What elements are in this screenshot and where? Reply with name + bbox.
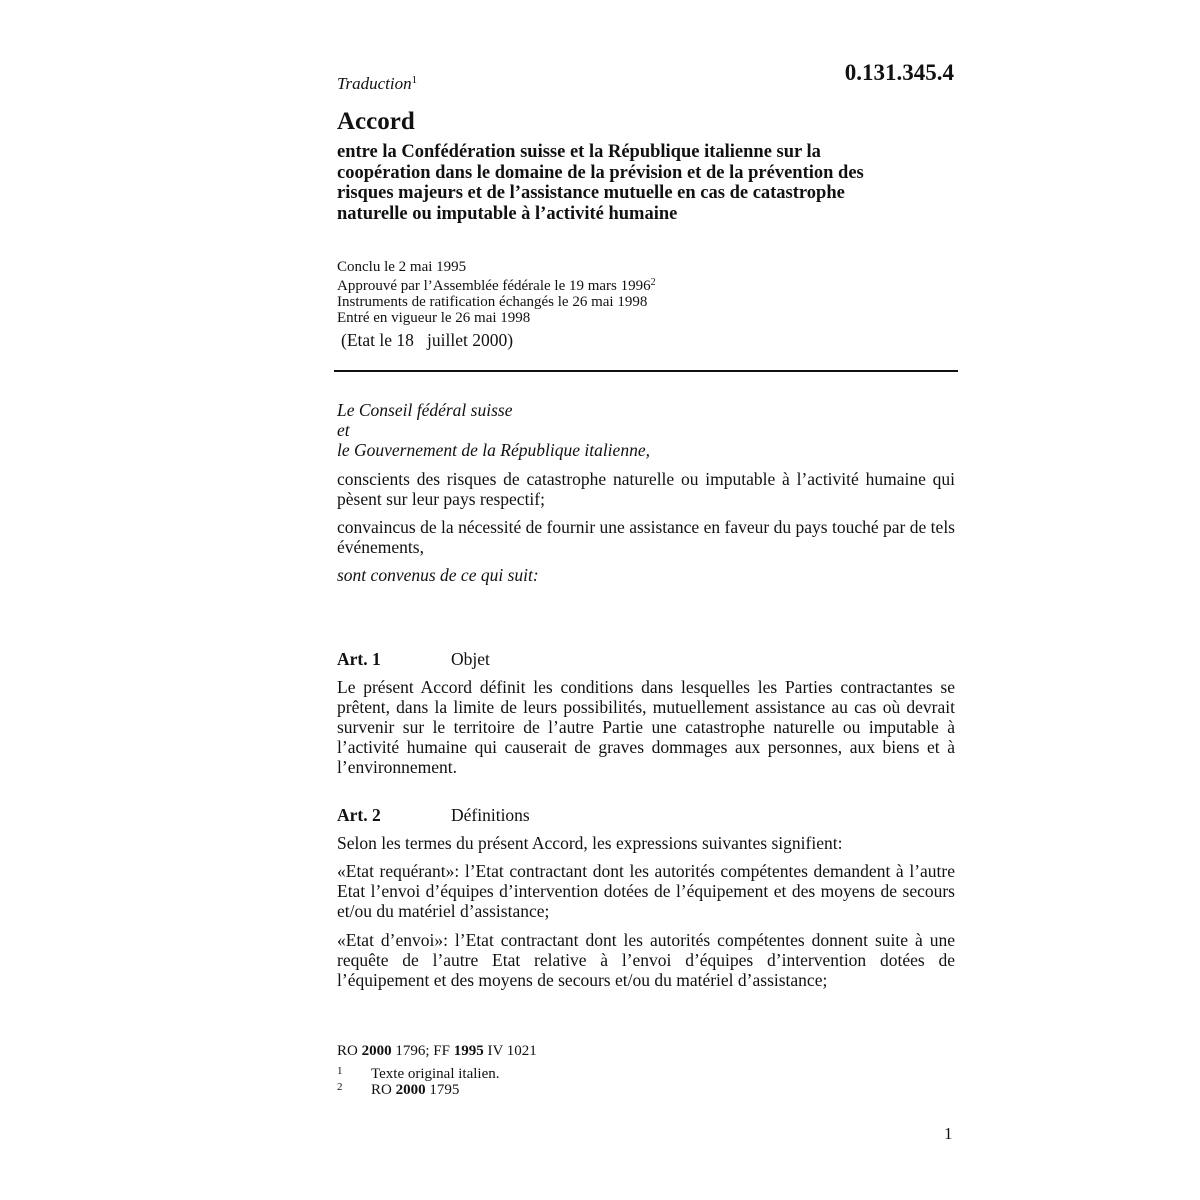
in-force-date: Entré en vigueur le 26 mai 1998	[337, 310, 531, 326]
subtitle-line: entre la Confédération suisse et la République italienne sur la	[337, 142, 821, 162]
document-subtitle	[337, 142, 937, 224]
article-paragraph: Le présent Accord définit les conditions dans lesquelles les Parties contractantes se prêtent, dans la limite de leurs possibilités, mutuellement assistance au cas où devrait survenir sur le territoire de l’autre Partie une catastrophe naturelle ou imputable à l’activité humaine qui causerait de graves dommages aux personnes, aux biens et à l’environnement.	[337, 677, 955, 777]
article-number: Art. 1	[337, 649, 381, 669]
article-paragraph: «Etat requérant»: l’Etat contractant dont les autorités compétentes demandent à l’autre Etat l’envoi d’équipes d’intervention dotées de l’équipement et des moyens de secours et/ou du matériel d’assistance;	[337, 861, 955, 921]
translation-label	[337, 74, 417, 94]
footnote-text: Texte original italien.	[371, 1066, 500, 1082]
footnote-page: 1795	[429, 1082, 460, 1098]
article-paragraph: «Etat d’envoi»: l’Etat contractant dont les autorités compétentes donnent suite à une requête de l’autre Etat relative à l’envoi d’équipes d’intervention dotées de l’équipement et des moyens de secours et/ou du matériel d’assistance;	[337, 930, 955, 990]
ro-year: 2000	[361, 1043, 392, 1059]
subtitle-line: coopération dans le domaine de la prévision et de la prévention des	[337, 162, 864, 183]
article-title: Définitions	[451, 805, 530, 825]
preamble-closing: sont convenus de ce qui suit:	[337, 565, 539, 585]
ratification-date: Instruments de ratification échangés le 26 mai 1998	[337, 294, 648, 310]
ro-label: RO	[337, 1043, 358, 1059]
page-number: 1	[944, 1124, 953, 1143]
document-title: Accord	[337, 108, 415, 135]
subtitle-line: risques majeurs et de l’assistance mutuelle en cas de catastrophe	[337, 183, 845, 203]
horizontal-rule	[334, 370, 958, 372]
preamble-parties	[337, 400, 955, 460]
article-title: Objet	[451, 649, 490, 669]
footnote-number: 2	[337, 1081, 343, 1093]
article-paragraph: Selon les termes du présent Accord, les expressions suivantes signifient:	[337, 833, 843, 853]
subtitle-line: naturelle ou imputable à l’activité humaine	[337, 203, 678, 224]
ff-ref: IV 1021	[487, 1043, 537, 1059]
party-conjunction: et	[337, 420, 350, 440]
system-number: 0.131.345.4	[844, 60, 954, 85]
article-heading	[337, 805, 530, 826]
footnote-ro: RO	[371, 1082, 392, 1098]
translation-text: Traduction	[337, 74, 412, 93]
article-number: Art. 2	[337, 805, 381, 825]
preamble-paragraph: convaincus de la nécessité de fournir une assistance en faveur du pays touché par de tels événements,	[337, 517, 955, 557]
approved-date	[337, 275, 837, 294]
ff-year: 1995	[453, 1043, 484, 1059]
footnote-2	[337, 1079, 459, 1098]
footnote-ref-1[interactable]: 1	[411, 74, 418, 86]
preamble-paragraph: conscients des risques de catastrophe naturelle ou imputable à l’activité humaine qui pèsent sur leur pays respectif;	[337, 469, 955, 509]
party-italy: le Gouvernement de la République italienne,	[337, 440, 650, 460]
document-metadata	[337, 259, 837, 326]
concluded-date: Conclu le 2 mai 1995	[337, 259, 467, 275]
article-heading	[337, 649, 490, 670]
status-date: (Etat le 18 juillet 2000)	[341, 330, 514, 350]
publication-reference	[337, 1043, 537, 1060]
party-swiss: Le Conseil fédéral suisse	[337, 400, 513, 420]
approved-text: Approuvé par l’Assemblée fédérale le 19 mars 1996	[337, 278, 651, 294]
ro-page: 1796; FF	[395, 1043, 450, 1059]
footnote-ref-2[interactable]: 2	[650, 277, 656, 288]
footnote-year: 2000	[395, 1082, 426, 1098]
footnote-number: 1	[337, 1065, 343, 1077]
